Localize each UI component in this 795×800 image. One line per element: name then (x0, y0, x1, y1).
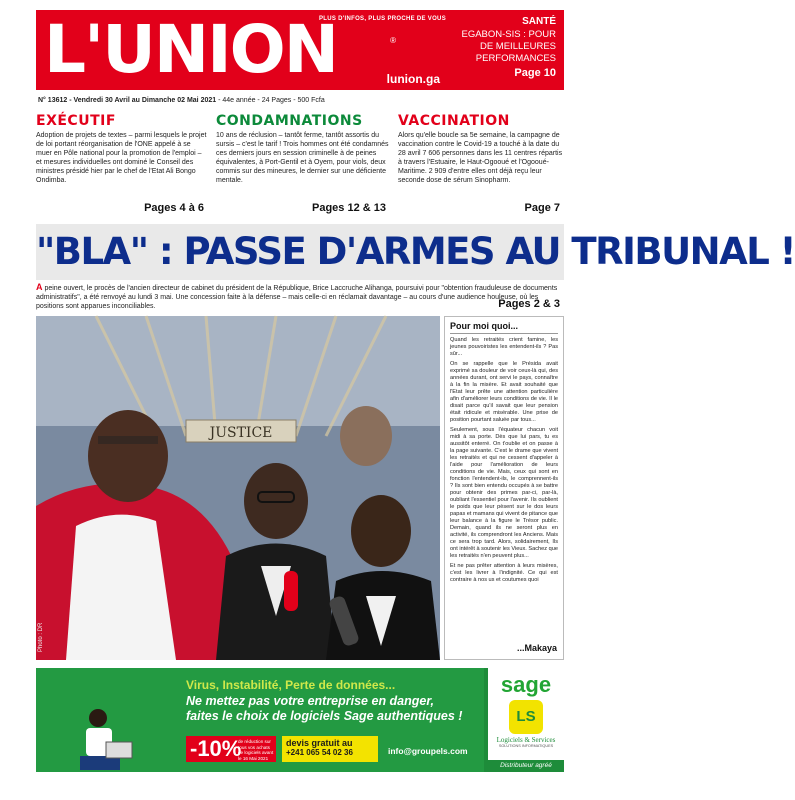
brief-text: 10 ans de réclusion – tantôt ferme, tantôt assortis du sursis – c'est le tarif ! Trois hommes ont été condamnés ces derniers jours en session criminelle à de peines équivalentes, à Port-Gentil et à Oyem, pour viols, deux commis sur des mineures, le dernier sur une déficiente mentale. (216, 132, 389, 184)
opinion-column[interactable] (444, 316, 564, 660)
lede-text: peine ouvert, le procès de l'ancien directeur de cabinet du président de la République, Brice Laccruche Alihanga, poursuivi pour "obtention frauduleuse de documents administratifs", a été renvoyé au lundi 3 mai. Une concession faite à la défense – mais celle-ci en réclamait davantage – au cours d'une audience houleuse, où les positions sont apparues inconciliables. (36, 285, 558, 310)
column-paragraph: Et ne pas prêter attention à leurs misères, c'est les livrer à l'indignité. Ce qui est contraire à nos us et coutumes quoi (450, 563, 558, 583)
distributor-label: Distributeur agréé (488, 760, 564, 772)
column-paragraph: On se rappelle que le Présida avait exprimé sa douleur de voir ceux-là qui, des années durant, ont servi le pays, connaître à la fin la misère. Et avait souhaité que l'Etat leur prête une attention particulière afin d'améliorer leurs conditions de vie. Il le disait parce qu'il savait que leur pension était ridicule et misérable. Une prise de position pourtant saluée par tous... (450, 361, 558, 423)
issue-date: N° 13612 - Vendredi 30 Avril au Dimanche 02 Mai 2021 (38, 97, 217, 104)
court-photo-illustration (36, 316, 440, 660)
ad-email[interactable]: info@groupels.com (388, 746, 468, 756)
brief-pages: Pages 12 & 13 (312, 202, 386, 214)
justice-sign: JUSTICE (209, 425, 273, 441)
discount-badge (186, 736, 276, 762)
main-headline-box[interactable] (36, 224, 795, 280)
registered-mark: ® (390, 36, 396, 45)
brief-text: Alors qu'elle boucle sa 5e semaine, la campagne de vaccination contre le Covid-19 a touché à la date du 28 avril 7 606 personnes dans les 11 centres répartis à travers l'Estuaire, le Haut-Ogooué et l'Ogooué-Maritime. 2 909 d'entre elles ont déjà reçu leur seconde dose de sérum Sinopharm. (398, 132, 563, 184)
brief-condamnations[interactable] (216, 112, 390, 220)
ad-line-1: Virus, Instabilité, Perte de données... (186, 678, 396, 692)
brief-text: Adoption de projets de textes – parmi lesquels le projet de loi portant réorganisation de l'ONE appelé à se muer en Pôle national pour la promotion de l'emploi – et mesures individuelles ont dominé le Conseil des ministres présidé hier par le chef de l'Etat Ali Bongo Ondimba. (36, 132, 207, 184)
sage-logo: sage (500, 672, 552, 697)
ad-main-panel (36, 668, 484, 772)
column-title: Pour moi quoi... (450, 321, 558, 334)
ad-brand-panel (488, 668, 564, 772)
lede-initial: A (36, 282, 43, 292)
court-photo (36, 316, 440, 660)
free-quote-box[interactable] (282, 736, 378, 762)
brief-executif[interactable] (36, 112, 208, 220)
discount-percent: -10% (190, 736, 242, 761)
website-label[interactable]: lunion.ga (386, 72, 440, 86)
teaser-kicker: SANTÉ (522, 16, 556, 27)
ad-line-2-3 (186, 694, 462, 724)
brief-kicker: CONDAMNATIONS (216, 113, 363, 129)
brief-pages: Page 7 (524, 202, 560, 214)
headline-pages: Pages 2 & 3 (498, 298, 560, 310)
newspaper-logo[interactable]: L'UNION (44, 11, 337, 88)
brief-kicker: EXÉCUTIF (36, 113, 116, 129)
main-headline: "BLA" : PASSE D'ARMES AU TRIBUNAL ! (36, 230, 795, 273)
ad-line-2: Ne mettez pas votre entreprise en danger, (186, 694, 435, 708)
issue-line (38, 97, 325, 104)
person-with-laptop-icon (76, 706, 136, 772)
lede (36, 283, 564, 311)
free-quote-label: devis gratuit au (286, 738, 353, 748)
ls-logo-icon: LS (509, 700, 543, 734)
brief-kicker: VACCINATION (398, 113, 510, 129)
photo-credit: Photo : DR (38, 622, 44, 652)
sage-advertisement[interactable] (36, 668, 564, 772)
issue-details: - 44e année - 24 Pages - 500 Fcfa (218, 97, 325, 104)
slogan: PLUS D'INFOS, PLUS PROCHE DE VOUS (318, 16, 446, 22)
phone-number[interactable]: +241 065 54 02 36 (286, 748, 353, 757)
ad-line-3: faites le choix de logiciels Sage authentiques ! (186, 709, 463, 723)
brief-pages: Pages 4 à 6 (144, 202, 204, 214)
column-paragraph: Seulement, sous l'équateur chacun voit midi à sa porte. Dès que lui pars, tu es aussitôt enterré. On t'oublie et on passe à la page suivante. C'est le drame que vivent les retraités et qui ne cessent d'appeler à l'aide pour l'amélioration de leurs conditions de vie. Mais, ceux qui sont en fonction l'entendent-ils, le comprennent-ils ? Ils sont bien entendu occupés à se battre pour obtenir des primes par-ci, par-là, oubliant l'essentiel pour l'avenir. Ils oublient le poids que leur pèsent sur le dos leurs papas et mamans qui vivent de pitance que leur balance à la figure le Trésor public. Demain, quand ils ne seront plus en activité, ils comprendront les Anciens. Mais ce sera trop tard. Alors, solidairement, Ils ont intérêt à soutenir les Vieux. Sachez que les retraités n'en peuvent plus... (450, 427, 558, 559)
briefs (36, 112, 564, 220)
brief-vaccination[interactable] (398, 112, 564, 220)
discount-detail: de réduction sur tous vos achats de logiciels avant le 16 Mai 2021 (238, 739, 274, 761)
teaser-page: Page 10 (514, 67, 556, 79)
column-signature: ...Makaya (516, 643, 557, 653)
teaser-title: EGABON-SIS : POUR DE MEILLEURES PERFORMANCES (461, 29, 556, 64)
ls-subtitle: SOLUTIONS INFORMATIQUES (498, 744, 554, 748)
ls-name: Logiciels & Services (496, 736, 556, 744)
teaser-sante[interactable] (456, 10, 564, 90)
column-paragraph: Quand les retraités crient famine, les jeunes pouvoiristes les entendent-ils ? Pas sûr... (450, 337, 558, 357)
masthead (0, 0, 600, 96)
masthead-banner (36, 10, 456, 90)
